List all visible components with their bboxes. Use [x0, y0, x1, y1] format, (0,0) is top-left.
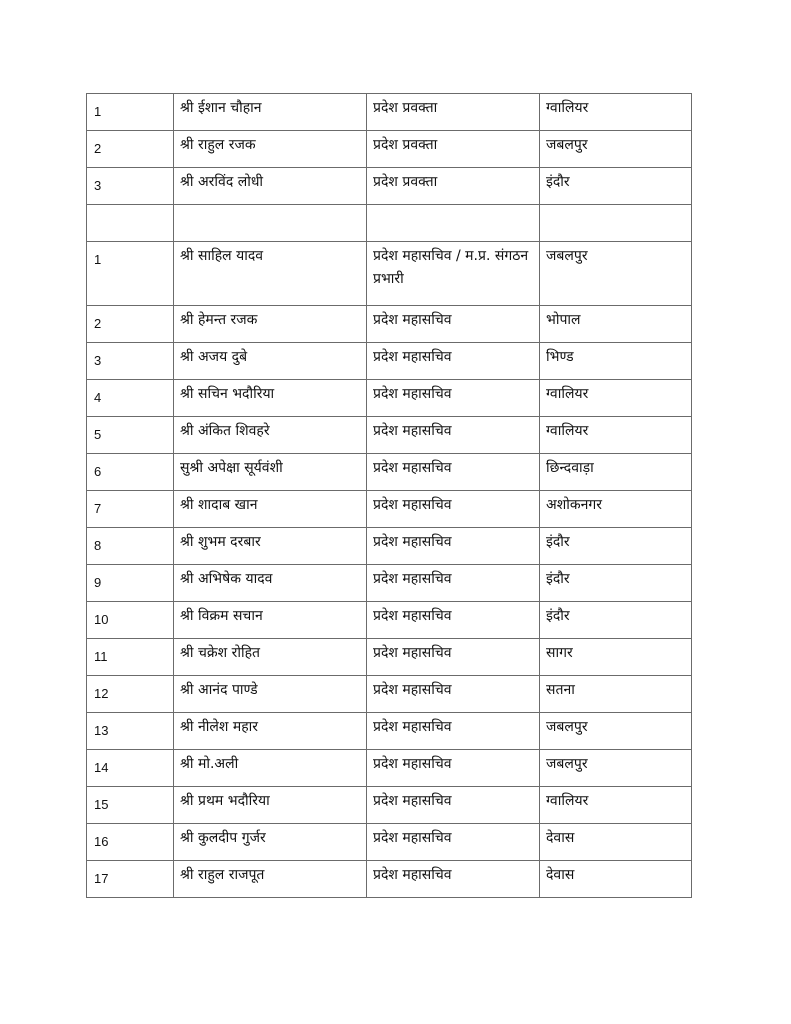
member-name: श्री राहुल रजक: [180, 137, 256, 153]
member-name: श्री अजय दुबे: [180, 349, 248, 365]
table-row: [87, 242, 692, 306]
designation: [367, 205, 539, 208]
member-name-cell: [174, 306, 367, 343]
serial-number-cell: [87, 824, 174, 861]
serial-number-cell: [87, 602, 174, 639]
designation-cell: [367, 242, 540, 306]
member-name: श्री नीलेश महार: [180, 719, 259, 735]
designation: प्रदेश महासचिव: [373, 608, 452, 624]
designation-cell: [367, 343, 540, 380]
member-table-container: [86, 93, 691, 898]
member-name: श्री साहिल यादव: [180, 248, 264, 264]
member-name: श्री चक्रेश रोहित: [180, 645, 260, 661]
serial-number-cell: [87, 565, 174, 602]
table-row: [87, 565, 692, 602]
designation-cell: [367, 94, 540, 131]
designation: प्रदेश प्रवक्ता: [373, 137, 438, 153]
member-name: श्री प्रथम भदौरिया: [180, 793, 270, 809]
serial-number: 4: [94, 390, 102, 405]
member-name: श्री राहुल राजपूत: [180, 867, 265, 883]
table-row: [87, 787, 692, 824]
city-cell: [540, 639, 692, 676]
member-name-cell: [174, 491, 367, 528]
serial-number: 3: [94, 178, 102, 193]
city: इंदौर: [546, 571, 570, 587]
city-cell: [540, 491, 692, 528]
city-cell: [540, 242, 692, 306]
serial-number-cell: [87, 168, 174, 205]
member-name-cell: [174, 787, 367, 824]
designation-cell: [367, 676, 540, 713]
member-name-cell: [174, 454, 367, 491]
member-name-cell: [174, 417, 367, 454]
member-name-cell: [174, 131, 367, 168]
table-row: [87, 454, 692, 491]
city: ग्वालियर: [546, 386, 589, 402]
serial-number-cell: [87, 131, 174, 168]
member-name: श्री आनंद पाण्डे: [180, 682, 258, 698]
member-name-cell: [174, 94, 367, 131]
designation: प्रदेश महासचिव: [373, 867, 452, 883]
city: अशोकनगर: [546, 497, 602, 513]
table-row: [87, 861, 692, 898]
designation-cell: [367, 491, 540, 528]
serial-number: 15: [94, 797, 109, 812]
member-name-cell: [174, 861, 367, 898]
designation: प्रदेश महासचिव: [373, 682, 452, 698]
city-cell: [540, 343, 692, 380]
member-name-cell: [174, 713, 367, 750]
city-cell: [540, 750, 692, 787]
serial-number-cell: [87, 343, 174, 380]
member-name-cell: [174, 750, 367, 787]
designation: प्रदेश प्रवक्ता: [373, 174, 438, 190]
city: इंदौर: [546, 608, 570, 624]
designation: प्रदेश महासचिव: [373, 423, 452, 439]
serial-number: 8: [94, 538, 102, 553]
city: भिण्ड: [546, 349, 574, 365]
member-name-cell: [174, 343, 367, 380]
table-row: [87, 602, 692, 639]
member-name: [174, 205, 366, 208]
city-cell: [540, 380, 692, 417]
designation: प्रदेश महासचिव: [373, 830, 452, 846]
table-row: [87, 824, 692, 861]
designation-cell: [367, 417, 540, 454]
member-name-cell: [174, 824, 367, 861]
serial-number: 13: [94, 723, 109, 738]
designation-cell: [367, 639, 540, 676]
serial-number: 2: [94, 141, 102, 156]
serial-number: 6: [94, 464, 102, 479]
city: ग्वालियर: [546, 423, 589, 439]
member-name-cell: [174, 565, 367, 602]
city-cell: [540, 824, 692, 861]
table-row: [87, 417, 692, 454]
table-row: [87, 528, 692, 565]
member-name-cell: [174, 168, 367, 205]
member-table: [86, 93, 692, 898]
serial-number-cell: [87, 676, 174, 713]
table-row: [87, 639, 692, 676]
designation: प्रदेश महासचिव / म.प्र. संगठन प्रभारी: [373, 248, 529, 287]
designation: प्रदेश महासचिव: [373, 793, 452, 809]
serial-number: 9: [94, 575, 102, 590]
city: छिन्दवाड़ा: [546, 460, 594, 476]
city-cell: [540, 861, 692, 898]
member-name: श्री अभिषेक यादव: [180, 571, 273, 587]
table-row: [87, 94, 692, 131]
serial-number: 3: [94, 353, 102, 368]
designation: प्रदेश महासचिव: [373, 645, 452, 661]
serial-number: 1: [94, 104, 102, 119]
designation-cell: [367, 205, 540, 242]
member-name-cell: [174, 602, 367, 639]
member-name-cell: [174, 676, 367, 713]
designation: प्रदेश महासचिव: [373, 534, 452, 550]
serial-number-cell: [87, 306, 174, 343]
serial-number-cell: [87, 417, 174, 454]
table-row-empty: [87, 205, 692, 242]
serial-number: 12: [94, 686, 109, 701]
city-cell: [540, 565, 692, 602]
city: ग्वालियर: [546, 793, 589, 809]
member-name-cell: [174, 528, 367, 565]
city-cell: [540, 528, 692, 565]
city-cell: [540, 713, 692, 750]
member-name: श्री सचिन भदौरिया: [180, 386, 275, 402]
city: देवास: [546, 830, 575, 846]
city: जबलपुर: [546, 248, 588, 264]
serial-number-cell: [87, 205, 174, 242]
city-cell: [540, 454, 692, 491]
city: जबलपुर: [546, 137, 588, 153]
serial-number: 10: [94, 612, 109, 627]
serial-number: 11: [94, 649, 108, 664]
serial-number: 2: [94, 316, 102, 331]
designation-cell: [367, 168, 540, 205]
serial-number: 1: [94, 252, 102, 267]
city-cell: [540, 94, 692, 131]
member-name: श्री विक्रम सचान: [180, 608, 263, 624]
designation-cell: [367, 602, 540, 639]
designation-cell: [367, 454, 540, 491]
table-row: [87, 491, 692, 528]
member-name-cell: [174, 380, 367, 417]
member-name: श्री शादाब खान: [180, 497, 258, 513]
designation: प्रदेश महासचिव: [373, 312, 452, 328]
serial-number-cell: [87, 94, 174, 131]
city: देवास: [546, 867, 575, 883]
designation: प्रदेश प्रवक्ता: [373, 100, 438, 116]
serial-number-cell: [87, 528, 174, 565]
designation-cell: [367, 306, 540, 343]
designation-cell: [367, 824, 540, 861]
serial-number-cell: [87, 380, 174, 417]
serial-number: 7: [94, 501, 102, 516]
city-cell: [540, 306, 692, 343]
serial-number: 16: [94, 834, 109, 849]
serial-number-cell: [87, 861, 174, 898]
serial-number: 14: [94, 760, 109, 775]
city-cell: [540, 676, 692, 713]
table-row: [87, 380, 692, 417]
city: इंदौर: [546, 174, 570, 190]
serial-number: [87, 205, 173, 215]
table-row: [87, 131, 692, 168]
designation: प्रदेश महासचिव: [373, 571, 452, 587]
table-row: [87, 168, 692, 205]
city-cell: [540, 168, 692, 205]
member-name: श्री हेमन्त रजक: [180, 312, 258, 328]
designation: प्रदेश महासचिव: [373, 460, 452, 476]
city: इंदौर: [546, 534, 570, 550]
city: जबलपुर: [546, 719, 588, 735]
designation: प्रदेश महासचिव: [373, 497, 452, 513]
member-name: श्री ईशान चौहान: [180, 100, 262, 116]
serial-number-cell: [87, 713, 174, 750]
city: [540, 205, 691, 208]
city-cell: [540, 131, 692, 168]
city-cell: [540, 602, 692, 639]
member-name-cell: [174, 205, 367, 242]
serial-number-cell: [87, 454, 174, 491]
city-cell: [540, 787, 692, 824]
table-row: [87, 713, 692, 750]
designation-cell: [367, 528, 540, 565]
city: सागर: [546, 645, 573, 661]
designation: प्रदेश महासचिव: [373, 719, 452, 735]
designation-cell: [367, 750, 540, 787]
member-name: श्री मो.अली: [180, 756, 239, 772]
serial-number: 5: [94, 427, 102, 442]
serial-number-cell: [87, 750, 174, 787]
designation-cell: [367, 787, 540, 824]
table-row: [87, 306, 692, 343]
city: जबलपुर: [546, 756, 588, 772]
designation-cell: [367, 380, 540, 417]
serial-number-cell: [87, 787, 174, 824]
designation-cell: [367, 565, 540, 602]
member-name-cell: [174, 242, 367, 306]
member-name: श्री कुलदीप गुर्जर: [180, 830, 266, 846]
serial-number-cell: [87, 242, 174, 306]
city: सतना: [546, 682, 575, 698]
member-name: श्री अंकित शिवहरे: [180, 423, 270, 439]
city-cell: [540, 205, 692, 242]
table-row: [87, 676, 692, 713]
designation: प्रदेश महासचिव: [373, 349, 452, 365]
designation-cell: [367, 131, 540, 168]
table-row: [87, 750, 692, 787]
serial-number-cell: [87, 491, 174, 528]
city-cell: [540, 417, 692, 454]
member-name: सुश्री अपेक्षा सूर्यवंशी: [180, 460, 283, 476]
designation-cell: [367, 861, 540, 898]
member-name: श्री शुभम दरबार: [180, 534, 261, 550]
designation-cell: [367, 713, 540, 750]
city: ग्वालियर: [546, 100, 589, 116]
serial-number-cell: [87, 639, 174, 676]
designation: प्रदेश महासचिव: [373, 756, 452, 772]
table-row: [87, 343, 692, 380]
serial-number: 17: [94, 871, 109, 886]
member-name: श्री अरविंद लोधी: [180, 174, 264, 190]
member-name-cell: [174, 639, 367, 676]
city: भोपाल: [546, 312, 581, 328]
designation: प्रदेश महासचिव: [373, 386, 452, 402]
